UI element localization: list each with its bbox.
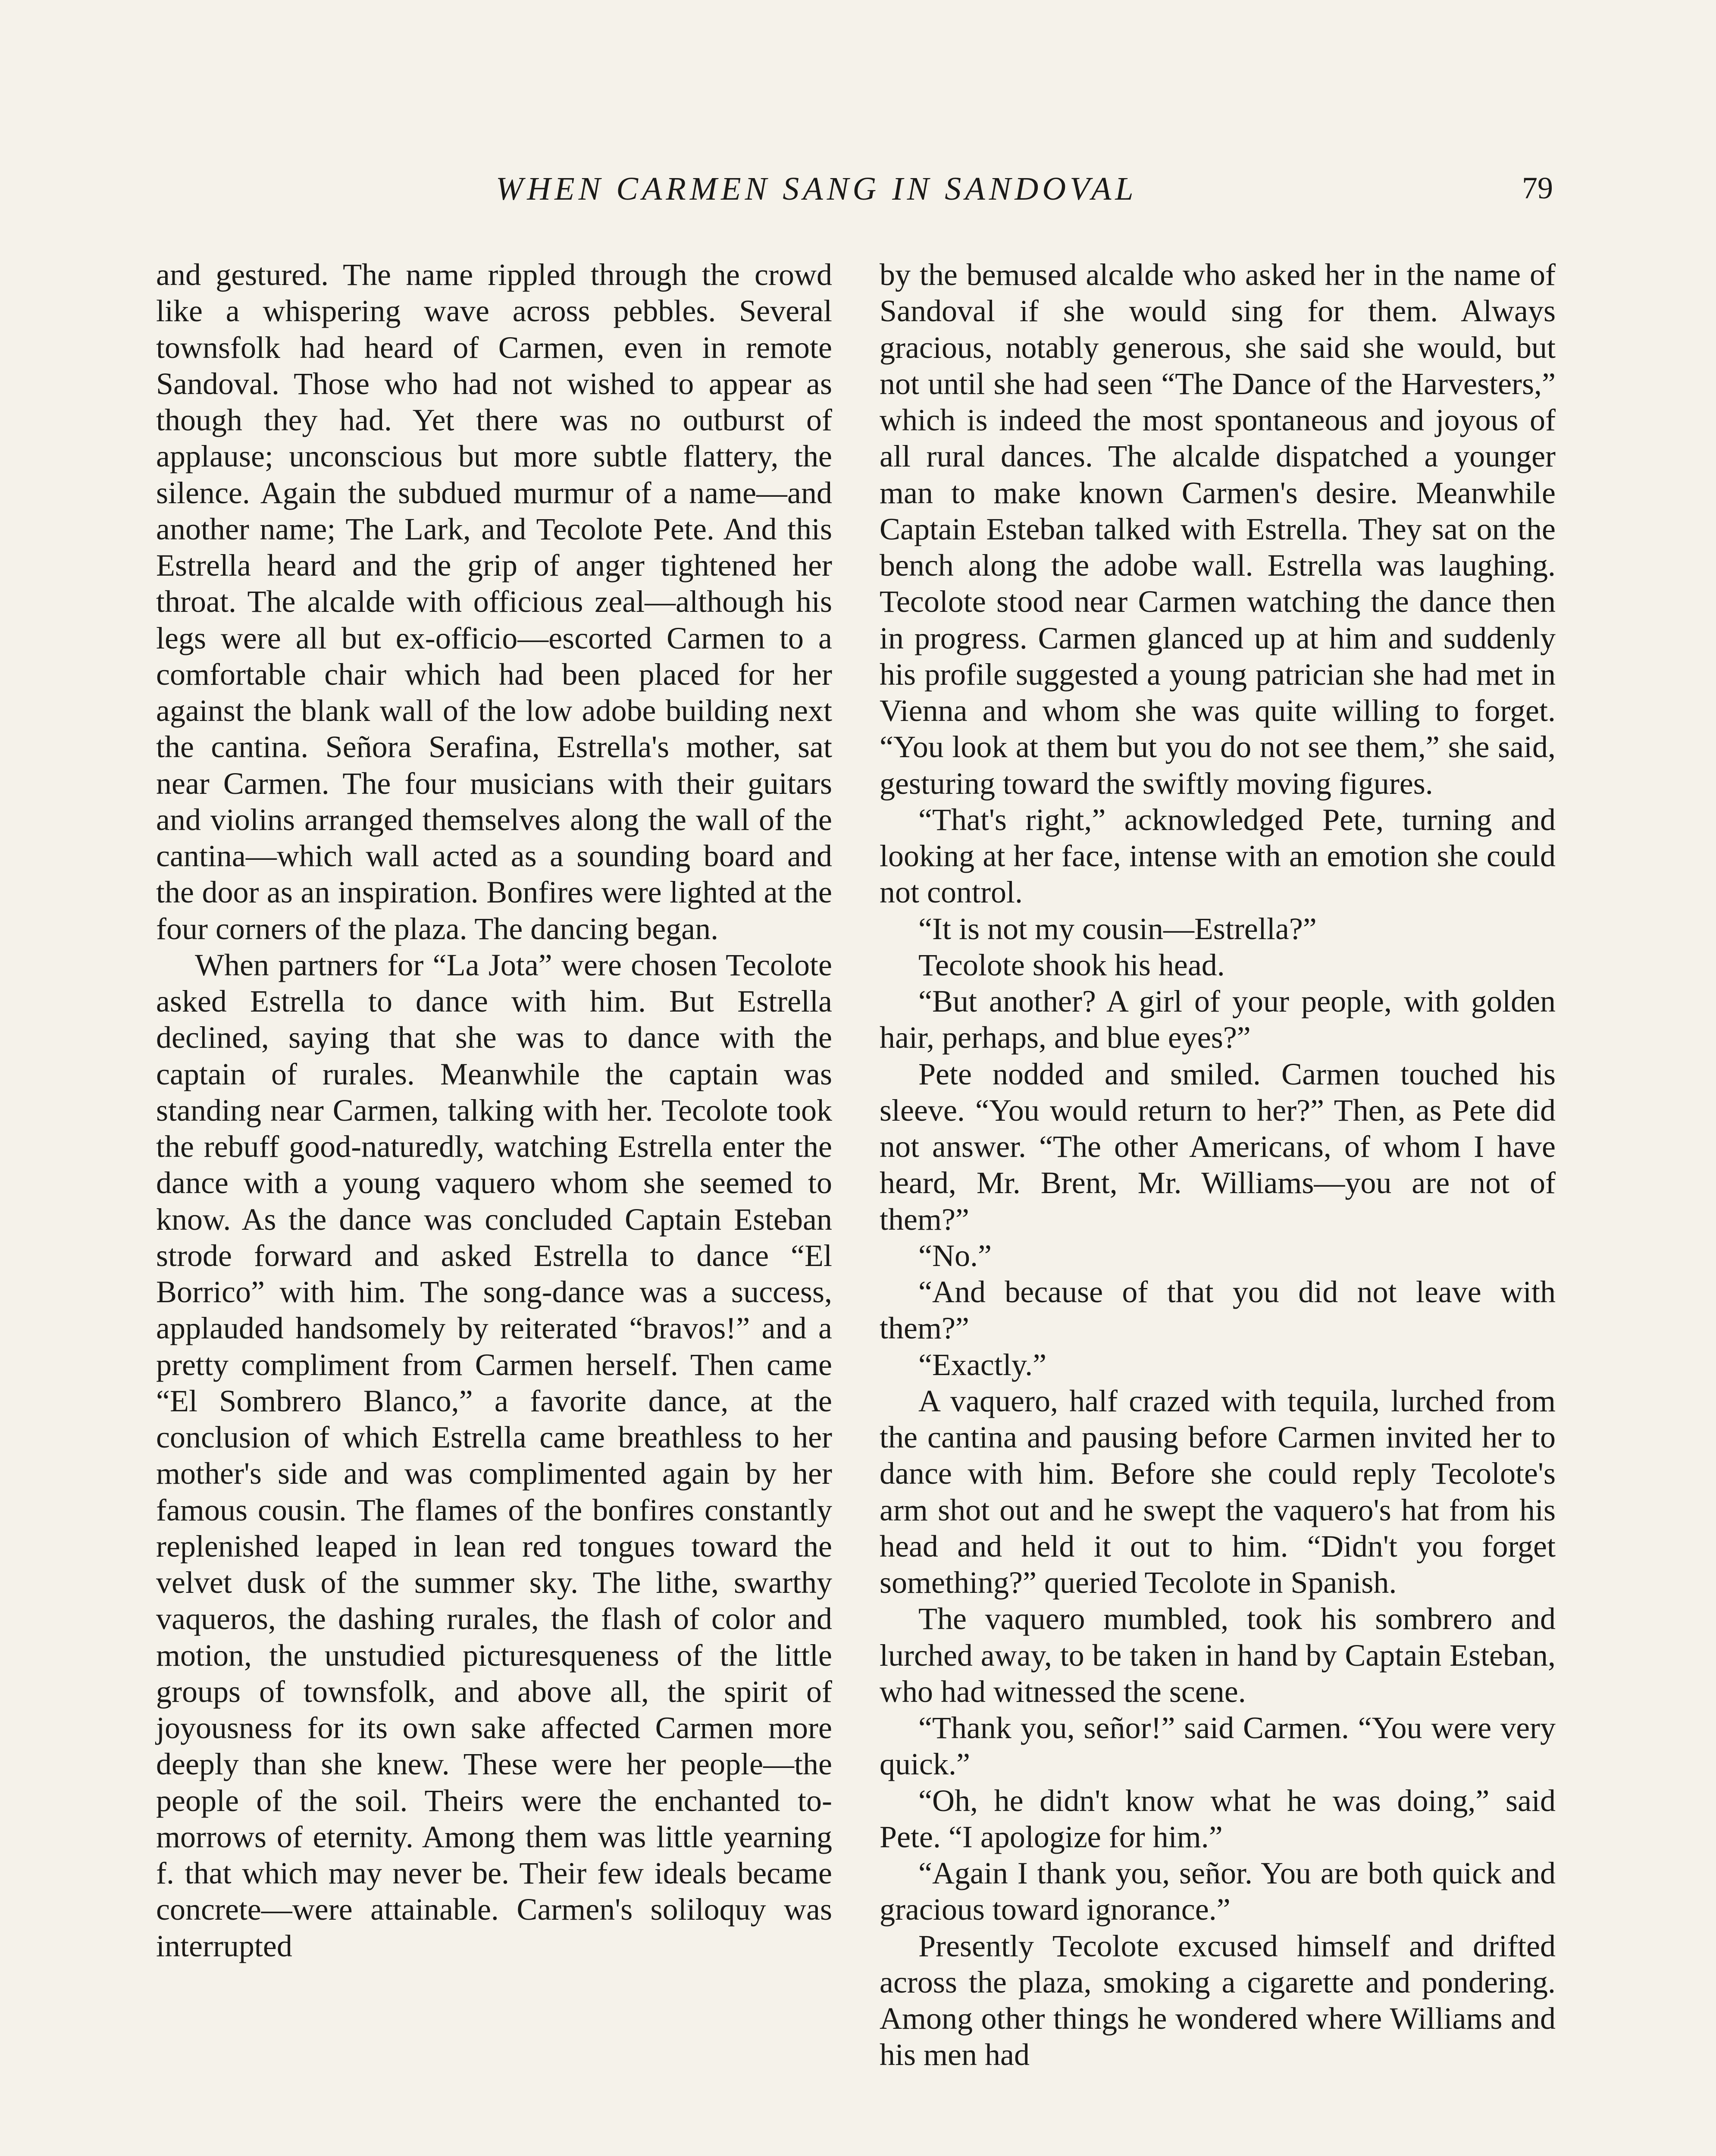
- right-paragraph-11: The vaquero mumbled, took his sombrero and lurched away, to be taken in hand by Captain Esteban, who had witnessed the scene.: [880, 1601, 1556, 1709]
- right-paragraph-9: “Exactly.”: [918, 1347, 1047, 1382]
- running-head-title: WHEN CARMEN SANG IN SANDOVAL: [496, 171, 1137, 207]
- right-paragraph-14: “Again I thank you, señor. You are both quick and gracious toward ignorance.”: [880, 1856, 1556, 1927]
- page-number: 79: [1522, 171, 1553, 205]
- right-paragraph-6: Pete nodded and smiled. Carmen touched his sleeve. “You would return to her?” Then, as Pete did not answer. “The other Americans, of whom I have heard, Mr. Brent, Mr. Williams—you are not of them?”: [880, 1056, 1556, 1237]
- right-paragraph-5: “But another? A girl of your people, with golden hair, perhaps, and blue eyes?”: [880, 984, 1556, 1055]
- right-paragraph-8: “And because of that you did not leave with them?”: [880, 1275, 1556, 1346]
- right-paragraph-12: “Thank you, señor!” said Carmen. “You were very quick.”: [880, 1711, 1556, 1782]
- right-text-column: [880, 257, 1556, 2073]
- right-paragraph-13: “Oh, he didn't know what he was doing,” said Pete. “I apologize for him.”: [880, 1783, 1556, 1854]
- right-paragraph-7: “No.”: [918, 1238, 992, 1273]
- right-paragraph-1: by the bemused alcalde who asked her in the name of Sandoval if she would sing for them. Always gracious, notably generous, she said she would, but not until she had seen “The Dance of the Harvesters,” which is indeed the most spontaneous and joyous of all rural dances. The alcalde dispatched a younger man to make known Carmen's desire. Meanwhile Captain Esteban talked with Estrella. They sat on the bench along the adobe wall. Estrella was laughing. Tecolote stood near Carmen watching the dance then in progress. Carmen glanced up at him and suddenly his profile suggested a young patrician she had met in Vienna and whom she was quite willing to forget. “You look at them but you do not see them,” she said, gesturing toward the swiftly moving figures.: [880, 257, 1556, 801]
- right-paragraph-2: “That's right,” acknowledged Pete, turning and looking at her face, intense with an emotion she could not control.: [880, 802, 1556, 910]
- left-text-column: [156, 257, 832, 1964]
- right-paragraph-3: “It is not my cousin—Estrella?”: [918, 911, 1317, 946]
- left-paragraph-2: When partners for “La Jota” were chosen Tecolote asked Estrella to dance with him. But Estrella declined, saying that she was to dance with the captain of rurales. Meanwhile the captain was standing near Carmen, talking with her. Tecolote took the rebuff good-naturedly, watching Estrella enter the dance with a young vaquero whom she seemed to know. As the dance was concluded Captain Esteban strode forward and asked Estrella to dance “El Borrico” with him. The song-dance was a success, applauded handsomely by reiterated “bravos!” and a pretty compliment from Carmen herself. Then came “El Sombrero Blanco,” a favorite dance, at the conclusion of which Estrella came breathless to her mother's side and was complimented again by her famous cousin. The flames of the bonfires constantly replenished leaped in lean red tongues toward the velvet dusk of the summer sky. The lithe, swarthy vaqueros, the dashing rurales, the flash of color and motion, the unstudied picturesqueness of the little groups of townsfolk, and above all, the spirit of joyousness for its own sake affected Carmen more deeply than she knew. These were her people—the people of the soil. Theirs were the enchanted to-morrows of eternity. Among them was little yearning f. that which may never be. Their few ideals became concrete—were attainable. Carmen's soliloquy was interrupted: [156, 947, 832, 1963]
- left-paragraph-1: and gestured. The name rippled through the crowd like a whispering wave across pebbles. Several townsfolk had heard of Carmen, even in remote Sandoval. Those who had not wished to appear as though they had. Yet there was no outburst of applause; unconscious but more subtle flattery, the silence. Again the subdued murmur of a name—and another name; The Lark, and Tecolote Pete. And this Estrella heard and the grip of anger tightened her throat. The alcalde with officious zeal—although his legs were all but ex-officio—escorted Carmen to a comfortable chair which had been placed for her against the blank wall of the low adobe building next the cantina. Señora Serafina, Estrella's mother, sat near Carmen. The four musicians with their guitars and violins arranged themselves along the wall of the cantina—which wall acted as a sounding board and the door as an inspiration. Bonfires were lighted at the four corners of the plaza. The dancing began.: [156, 257, 832, 946]
- right-paragraph-10: A vaquero, half crazed with tequila, lurched from the cantina and pausing before Carmen invited her to dance with him. Before she could reply Tecolote's arm shot out and he swept the vaquero's hat from his head and held it out to him. “Didn't you forget something?” queried Tecolote in Spanish.: [880, 1383, 1556, 1600]
- right-paragraph-15: Presently Tecolote excused himself and drifted across the plaza, smoking a cigarette and pondering. Among other things he wondered where Williams and his men had: [880, 1928, 1556, 2072]
- right-paragraph-4: Tecolote shook his head.: [918, 947, 1225, 982]
